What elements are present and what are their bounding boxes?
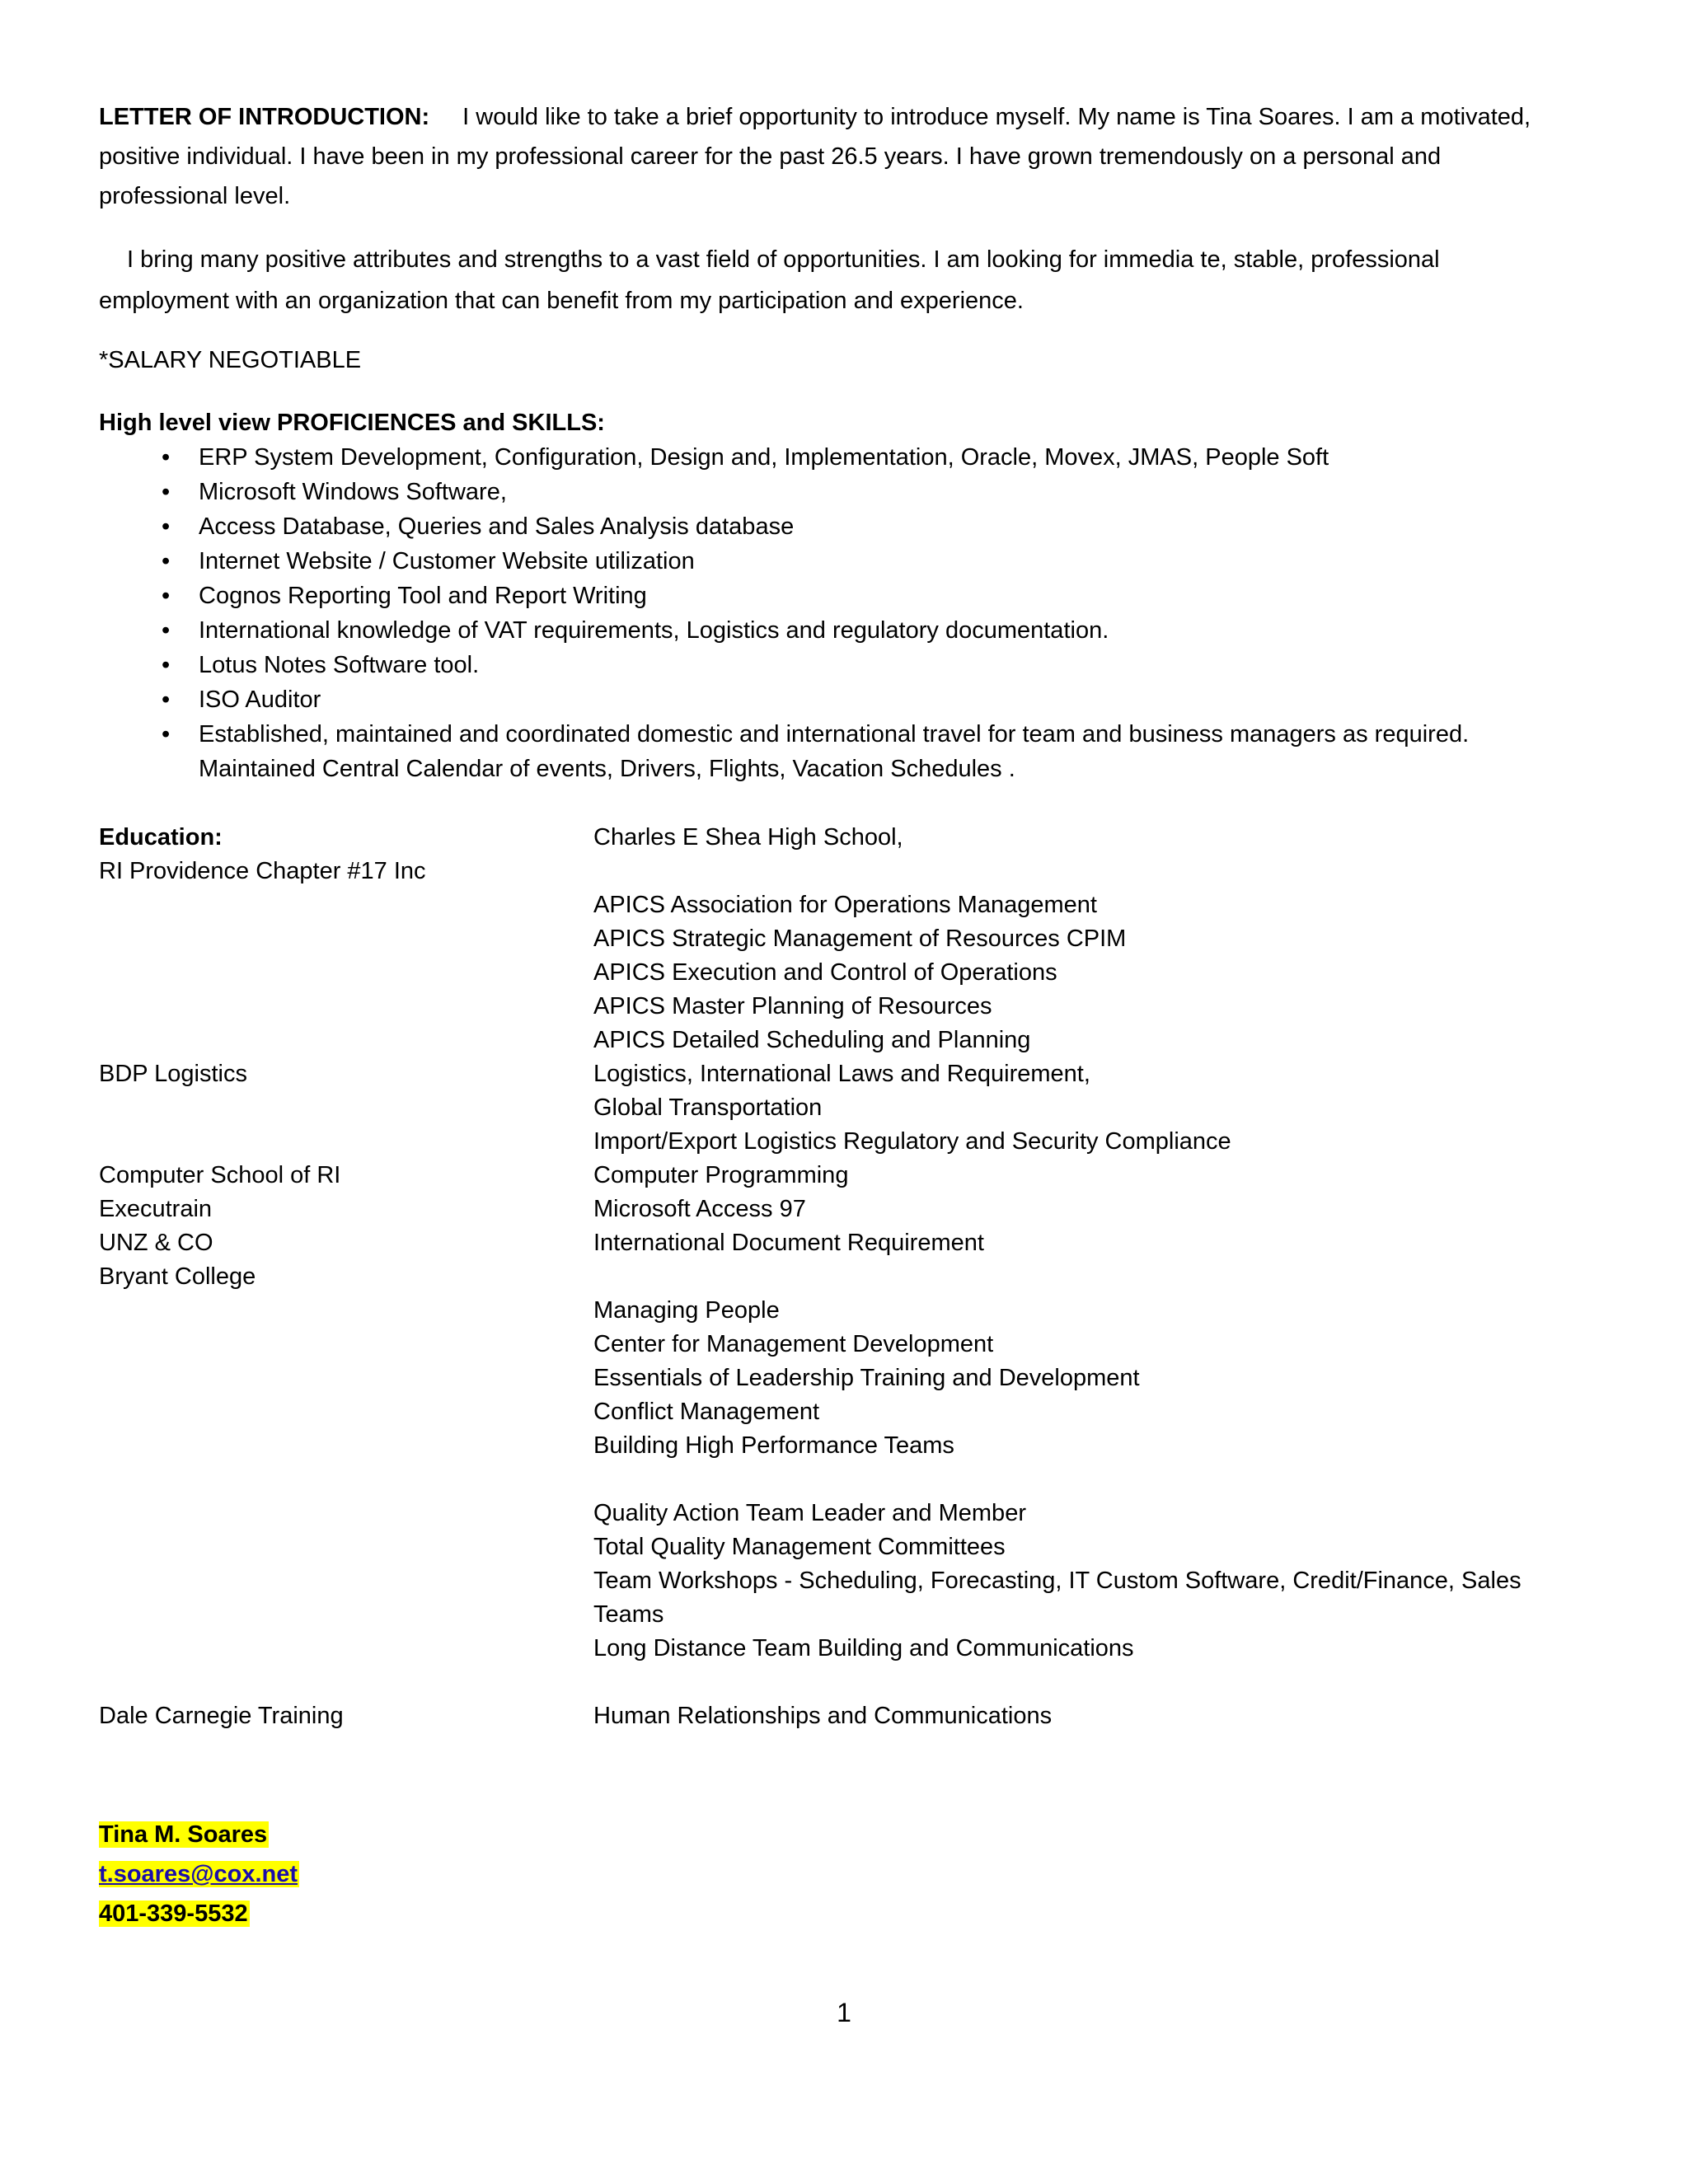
education-course: International Document Requirement [593, 1230, 984, 1256]
education-institution: RI Providence Chapter #17 Inc [99, 858, 426, 884]
education-course: APICS Execution and Control of Operations [593, 959, 1057, 986]
education-course: Charles E Shea High School, [593, 824, 903, 851]
education-course: Computer Programming [593, 1162, 849, 1188]
intro-text: I would like to take a brief opportunity to introduce myself. My name is Tina Soares. I am a motivated, positive individual. I have been in my professional career for the past 26.5 years. I have grown tremendously on a personal and professional level. [99, 104, 1531, 209]
bullet-icon: • [162, 513, 171, 540]
education-row [99, 1598, 1574, 1632]
education-row [99, 1395, 1574, 1429]
skill-item [99, 682, 1574, 717]
skill-item [99, 717, 1574, 786]
education-course: Team Workshops - Scheduling, Forecasting, IT Custom Software, Credit/Finance, Sales [593, 1568, 1522, 1594]
salary-note: *SALARY NEGOTIABLE [99, 347, 362, 373]
education-row [99, 1328, 1574, 1361]
education-row [99, 1463, 1574, 1497]
skill-item-text: Microsoft Windows Software, [199, 479, 507, 505]
skill-item-continuation: Maintained Central Calendar of events, Drivers, Flights, Vacation Schedules . [199, 756, 1015, 782]
bullet-icon: • [162, 444, 171, 471]
education-course: Center for Management Development [593, 1331, 994, 1357]
education-row [99, 1260, 1574, 1294]
education-institution: Computer School of RI [99, 1162, 341, 1188]
skill-item-text: Access Database, Queries and Sales Analysis database [199, 513, 795, 540]
education-course: Logistics, International Laws and Requirement, [593, 1061, 1090, 1087]
education-institution: BDP Logistics [99, 1061, 247, 1087]
education-course: Import/Export Logistics Regulatory and Security Compliance [593, 1128, 1231, 1155]
education-course: Quality Action Team Leader and Member [593, 1500, 1026, 1526]
skill-item [99, 440, 1574, 475]
education-course: Global Transportation [593, 1094, 823, 1121]
intro-heading: LETTER OF INTRODUCTION: [99, 104, 430, 130]
education-course: Teams [593, 1601, 664, 1628]
bullet-icon: • [162, 687, 171, 713]
education-course: Managing People [593, 1297, 780, 1324]
education-row [99, 1497, 1574, 1530]
bullet-icon: • [162, 617, 171, 644]
document-content [99, 97, 1574, 1934]
education-row [99, 1125, 1574, 1159]
skills-list [99, 440, 1574, 786]
education-course: Microsoft Access 97 [593, 1196, 806, 1222]
education-row [99, 1429, 1574, 1463]
contact-email-link[interactable]: t.soares@cox.net [99, 1861, 298, 1887]
education-row [99, 821, 1574, 855]
bullet-icon: • [162, 583, 171, 609]
page-number: 1 [837, 1998, 851, 2027]
education-row [99, 1666, 1574, 1699]
skill-item-text: ISO Auditor [199, 687, 321, 713]
education-course: Long Distance Team Building and Communications [593, 1635, 1134, 1661]
skill-item [99, 509, 1574, 544]
education-row [99, 922, 1574, 956]
skill-item [99, 648, 1574, 682]
education-course: Total Quality Management Committees [593, 1534, 1006, 1560]
bullet-icon: • [162, 652, 171, 678]
education-row [99, 1193, 1574, 1226]
skill-item [99, 475, 1574, 509]
skill-item-text: International knowledge of VAT requirements, Logistics and regulatory documentation. [199, 617, 1109, 644]
skill-item [99, 579, 1574, 613]
education-row [99, 1226, 1574, 1260]
education-row [99, 990, 1574, 1024]
skill-item-text: Lotus Notes Software tool. [199, 652, 480, 678]
bullet-icon: • [162, 548, 171, 574]
skill-item-text: ERP System Development, Configuration, Design and, Implementation, Oracle, Movex, JMAS, People Soft [199, 444, 1329, 471]
education-section [99, 821, 1574, 1733]
intro-paragraph-2: I bring many positive attributes and strengths to a vast field of opportunities. I am looking for immedia te, stable, professional employment with an organization that can benefit from my participation and experience. [99, 246, 1440, 314]
education-row [99, 1091, 1574, 1125]
education-institution: Executrain [99, 1196, 213, 1222]
education-course: APICS Detailed Scheduling and Planning [593, 1027, 1031, 1053]
education-course: Building High Performance Teams [593, 1432, 954, 1459]
bullet-icon: • [162, 721, 171, 748]
education-heading: Education: [99, 824, 223, 851]
education-course: APICS Master Planning of Resources [593, 993, 992, 1019]
education-course: APICS Association for Operations Management [593, 892, 1097, 918]
education-row [99, 1057, 1574, 1091]
bullet-icon: • [162, 479, 171, 505]
education-institution: Bryant College [99, 1263, 256, 1290]
education-row [99, 1564, 1574, 1598]
skill-item [99, 544, 1574, 579]
education-row [99, 1159, 1574, 1193]
skill-item-text: Cognos Reporting Tool and Report Writing [199, 583, 647, 609]
education-row [99, 888, 1574, 922]
education-course: Conflict Management [593, 1399, 820, 1425]
intro-paragraph [99, 97, 1574, 216]
education-course: Essentials of Leadership Training and Development [593, 1365, 1140, 1391]
education-institution: UNZ & CO [99, 1230, 213, 1256]
education-row [99, 1294, 1574, 1328]
education-row [99, 1024, 1574, 1057]
education-course: Human Relationships and Communications [593, 1703, 1053, 1729]
skill-item [99, 613, 1574, 648]
education-row [99, 1530, 1574, 1564]
education-row [99, 1632, 1574, 1666]
education-course: APICS Strategic Management of Resources CPIM [593, 926, 1127, 952]
skill-item-text: Internet Website / Customer Website utilization [199, 548, 695, 574]
education-row [99, 956, 1574, 990]
education-row [99, 855, 1574, 888]
skill-item-text: Established, maintained and coordinated domestic and international travel for team and business managers as required. [199, 721, 1470, 748]
contact-phone: 401-339-5532 [99, 1900, 248, 1927]
education-heading-cell [99, 821, 223, 855]
education-row [99, 1361, 1574, 1395]
education-institution: Dale Carnegie Training [99, 1703, 344, 1729]
education-row [99, 1699, 1574, 1733]
contact-block [99, 1816, 1574, 1934]
contact-name: Tina M. Soares [99, 1821, 268, 1848]
skills-heading: High level view PROFICIENCES and SKILLS: [99, 410, 605, 436]
